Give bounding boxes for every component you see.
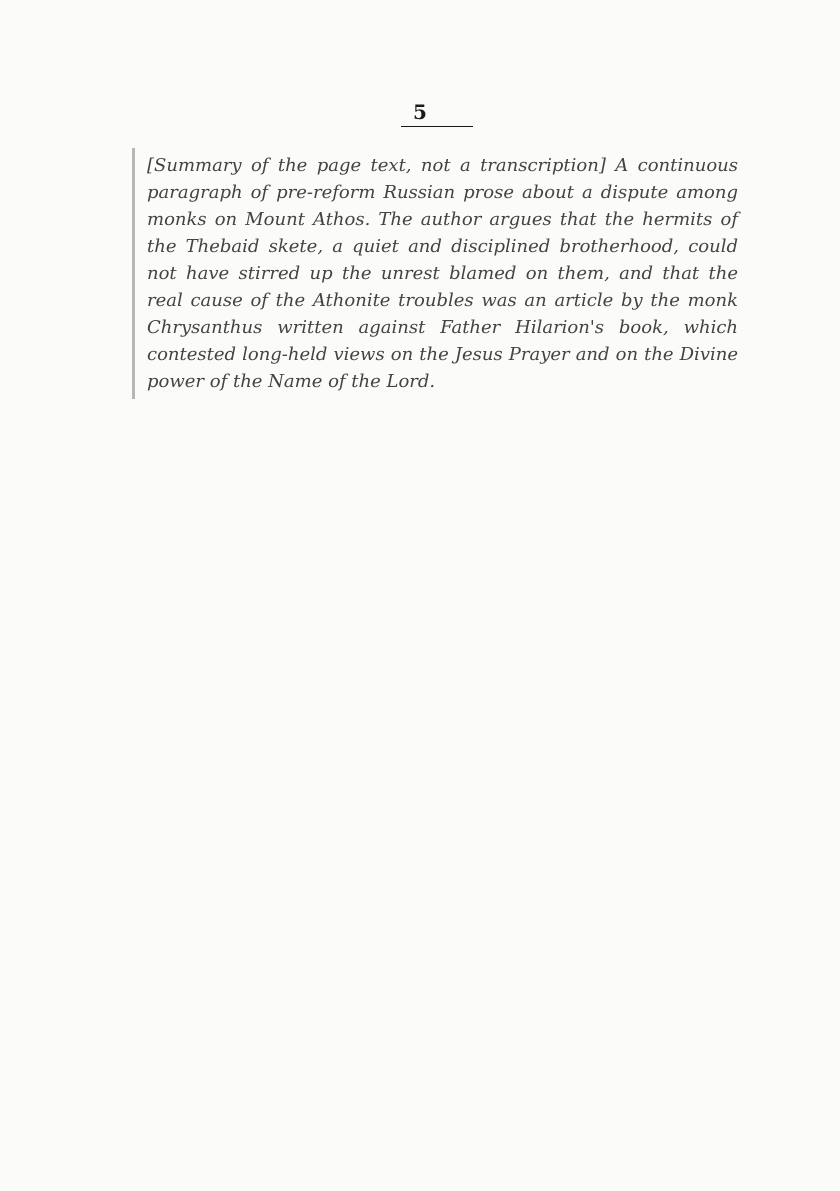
text-summary: [Summary of the page text, not a transcription] A continuous paragraph of pre-reform Russian prose about a dispute among monks on Mount Athos. The author argues that the hermits of the Thebaid skete, a quiet and disciplined brotherhood, could not have stirred up the unrest blamed on them, and that the real cause of the Athonite troubles was an article by the monk Chrysanthus written against Father Hilarion's book, which contested long-held views on the Jesus Prayer and on the Divine power of the Name of the Lord. [132, 148, 738, 399]
body-text [132, 148, 738, 399]
page-number-rule [401, 126, 473, 127]
page-number: 5 [413, 100, 427, 124]
